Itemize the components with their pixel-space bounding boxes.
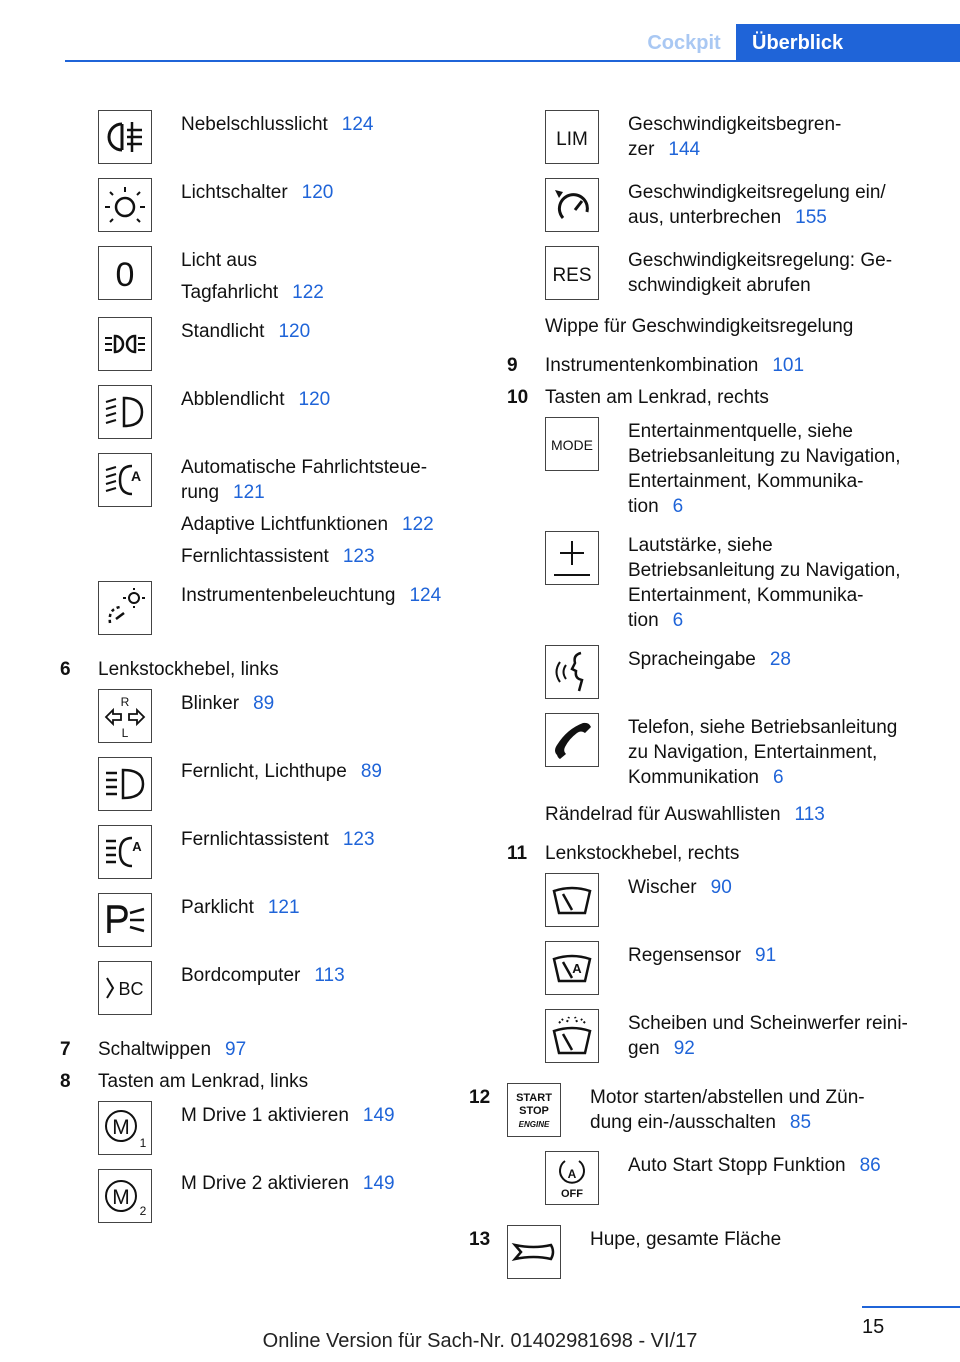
item-sub-label: Tagfahrlicht bbox=[181, 282, 279, 303]
item-label: Licht aus bbox=[181, 250, 258, 271]
item-label-line3: Kommunikation bbox=[628, 767, 759, 788]
page-link[interactable]: 120 bbox=[301, 182, 334, 203]
item-label: Spracheingabe bbox=[628, 649, 756, 670]
item-label-line1: Lautstärke, siehe bbox=[628, 535, 773, 556]
item-label: Tasten am Lenkrad, rechts bbox=[545, 387, 769, 408]
m-drive-1-icon bbox=[98, 1101, 152, 1155]
wiper-icon bbox=[545, 873, 599, 927]
page-link[interactable]: 149 bbox=[362, 1173, 395, 1194]
list-item-rain-sensor bbox=[507, 941, 932, 997]
page-link[interactable]: 89 bbox=[253, 693, 275, 714]
list-item-parking-light bbox=[60, 317, 470, 373]
svg-text:M: M bbox=[112, 1186, 130, 1209]
thumbwheel-text: Rändelrad für Auswahllisten bbox=[545, 804, 781, 825]
list-item-wiper bbox=[507, 873, 932, 929]
item-10-heading bbox=[507, 385, 932, 410]
item-label: Parklicht bbox=[181, 897, 254, 918]
page-link[interactable]: 144 bbox=[668, 139, 701, 160]
page-link[interactable]: 6 bbox=[772, 767, 784, 788]
page-link[interactable]: 120 bbox=[298, 389, 331, 410]
item-label-line1: Entertainmentquelle, siehe bbox=[628, 421, 853, 442]
item-label: M Drive 2 aktivieren bbox=[181, 1173, 349, 1194]
item-13-row bbox=[469, 1225, 932, 1281]
item-label-line2: zu Navigation, Entertainment, bbox=[628, 742, 878, 763]
item-label: Lichtschalter bbox=[181, 182, 288, 203]
item-label-line2: gen bbox=[628, 1038, 660, 1059]
item-label: Hupe, gesamte Fläche bbox=[590, 1229, 782, 1250]
page-link[interactable]: 120 bbox=[278, 321, 311, 342]
mode-icon bbox=[545, 417, 599, 471]
rocker-label: Wippe für Geschwindigkeitsregelung bbox=[545, 316, 854, 337]
item-label: Lenkstockhebel, links bbox=[98, 659, 279, 680]
high-beam-assist-label: Fernlichtassistent bbox=[181, 546, 329, 567]
item-label: Blinker bbox=[181, 693, 240, 714]
svg-text:1: 1 bbox=[139, 1136, 147, 1150]
svg-text:STOP: STOP bbox=[519, 1105, 549, 1117]
cruise-control-icon bbox=[545, 178, 599, 232]
svg-text:L: L bbox=[121, 726, 129, 739]
item-label: Regensensor bbox=[628, 945, 742, 966]
list-item-m-drive-1 bbox=[60, 1101, 470, 1157]
auto-start-stop-icon bbox=[545, 1151, 599, 1205]
svg-text:M: M bbox=[112, 1116, 130, 1139]
list-item-parking-lamp bbox=[60, 893, 470, 949]
phone-icon bbox=[545, 713, 599, 767]
item-label: Wischer bbox=[628, 877, 697, 898]
item-label: Tasten am Lenkrad, links bbox=[98, 1071, 309, 1092]
item-label-line3: Entertainment, Kommunika- bbox=[628, 585, 864, 606]
parking-light-icon bbox=[98, 893, 152, 947]
item-number: 6 bbox=[60, 659, 71, 680]
svg-text:A: A bbox=[567, 1167, 577, 1181]
list-item-light-off bbox=[60, 246, 470, 305]
item-label-line1: Geschwindigkeitsregelung: Ge- bbox=[628, 250, 893, 271]
item-number: 12 bbox=[469, 1087, 491, 1108]
light-switch-icon bbox=[98, 178, 152, 232]
page-link[interactable]: 123 bbox=[342, 829, 375, 850]
low-beam-icon bbox=[98, 385, 152, 439]
item-label-line2: Betriebsanleitung zu Navigation, bbox=[628, 446, 901, 467]
list-item-auto-start-stop bbox=[507, 1151, 932, 1207]
item-6-heading bbox=[60, 657, 470, 682]
page-link[interactable]: 6 bbox=[672, 610, 684, 631]
svg-text:A: A bbox=[132, 839, 142, 854]
svg-text:START: START bbox=[516, 1092, 552, 1104]
list-item-voice-input bbox=[507, 645, 932, 701]
item-label-line2: zer bbox=[628, 139, 655, 160]
item-label: Auto Start Stopp Funktion bbox=[628, 1155, 846, 1176]
page-link[interactable]: 90 bbox=[710, 877, 732, 898]
adaptive-light-label: Adaptive Lichtfunktionen bbox=[181, 514, 389, 535]
item-label-line1: Geschwindigkeitsregelung ein/ bbox=[628, 182, 886, 203]
item-label-line1: Geschwindigkeitsbegren- bbox=[628, 114, 842, 135]
header-section-label[interactable]: Cockpit bbox=[647, 32, 721, 54]
list-item-low-beam bbox=[60, 385, 470, 441]
item-label: Schaltwippen bbox=[98, 1039, 212, 1060]
svg-text:MODE: MODE bbox=[551, 437, 593, 453]
header-tab-ueberblick[interactable]: Überblick bbox=[736, 24, 960, 62]
item-11-heading bbox=[507, 841, 932, 866]
item-number: 8 bbox=[60, 1071, 71, 1092]
item-label-line1: Motor starten/abstellen und Zün- bbox=[590, 1087, 865, 1108]
page-link[interactable]: 149 bbox=[362, 1105, 395, 1126]
zero-icon bbox=[98, 246, 152, 300]
item-label-line4: tion bbox=[628, 610, 659, 631]
list-item-high-beam bbox=[60, 757, 470, 813]
turn-signal-icon bbox=[98, 689, 152, 743]
page-link[interactable]: 121 bbox=[233, 482, 265, 503]
item-label-line2: aus, unterbrechen bbox=[628, 207, 782, 228]
horn-icon bbox=[507, 1225, 561, 1279]
item-label: Nebelschlusslicht bbox=[181, 114, 328, 135]
item-number: 9 bbox=[507, 355, 518, 376]
side-light-icon bbox=[98, 317, 152, 371]
item-label-line1: Scheiben und Scheinwerfer reini- bbox=[628, 1013, 908, 1034]
item-label: Fernlichtassistent bbox=[181, 829, 329, 850]
svg-text:BC: BC bbox=[118, 979, 144, 999]
item-number: 7 bbox=[60, 1039, 71, 1060]
rear-fog-light-icon bbox=[98, 110, 152, 164]
item-label: M Drive 1 aktivieren bbox=[181, 1105, 349, 1126]
item-12-row bbox=[469, 1083, 932, 1139]
item-label: Lenkstockhebel, rechts bbox=[545, 843, 740, 864]
footer-text: Online Version für Sach-Nr. 01402981698 - VI/17 bbox=[262, 1330, 698, 1352]
list-item-instrument-lighting bbox=[60, 581, 470, 637]
item-number: 11 bbox=[507, 843, 528, 864]
list-item-rear-fog bbox=[60, 110, 470, 166]
list-item-m-drive-2 bbox=[60, 1169, 470, 1225]
high-beam-assist-icon bbox=[98, 825, 152, 879]
item-7-heading bbox=[60, 1037, 470, 1062]
page-link[interactable]: 113 bbox=[314, 965, 345, 986]
page-number: 15 bbox=[862, 1316, 885, 1338]
item-label-line4: tion bbox=[628, 496, 659, 517]
item-label-line1: Telefon, siehe Betriebsanleitung bbox=[628, 717, 898, 738]
item-label: Instrumentenbeleuchtung bbox=[181, 585, 396, 606]
item-label: Bordcomputer bbox=[181, 965, 301, 986]
item-label-line1: Automatische Fahrlichtsteue- bbox=[181, 457, 428, 478]
page-link[interactable]: 86 bbox=[859, 1155, 881, 1176]
page-link[interactable]: 122 bbox=[292, 282, 324, 303]
page-link[interactable]: 92 bbox=[673, 1038, 695, 1059]
svg-text:A: A bbox=[572, 961, 582, 976]
high-beam-icon bbox=[98, 757, 152, 811]
list-item-high-beam-assist bbox=[60, 825, 470, 881]
right-column bbox=[469, 110, 932, 1293]
page-link[interactable]: 113 bbox=[794, 804, 825, 825]
svg-text:LIM: LIM bbox=[556, 129, 588, 150]
page-link[interactable]: 124 bbox=[409, 585, 442, 606]
left-column bbox=[60, 110, 470, 1237]
item-number: 10 bbox=[507, 387, 529, 408]
svg-text:0: 0 bbox=[115, 256, 135, 294]
footer-rule bbox=[862, 1306, 960, 1308]
list-item-auto-headlight bbox=[60, 453, 470, 569]
lim-icon bbox=[545, 110, 599, 164]
item-label-line2: schwindigkeit abrufen bbox=[628, 275, 811, 296]
m-drive-2-icon bbox=[98, 1169, 152, 1223]
page-link[interactable]: 124 bbox=[341, 114, 374, 135]
item-label-line3: Entertainment, Kommunika- bbox=[628, 471, 864, 492]
list-item-board-computer bbox=[60, 961, 470, 1017]
item-label-line2: Betriebsanleitung zu Navigation, bbox=[628, 560, 901, 581]
page-link[interactable]: 101 bbox=[772, 355, 805, 376]
svg-text:A: A bbox=[130, 468, 142, 484]
item-label: Fernlicht, Lichthupe bbox=[181, 761, 347, 782]
list-item-mode bbox=[507, 417, 932, 519]
item-8-heading bbox=[60, 1069, 470, 1094]
svg-text:R: R bbox=[120, 695, 130, 709]
list-item-turn-signal bbox=[60, 689, 470, 745]
item-number: 13 bbox=[469, 1229, 491, 1250]
page-link[interactable]: 6 bbox=[672, 496, 684, 517]
washer-icon bbox=[545, 1009, 599, 1063]
page-link[interactable]: 155 bbox=[795, 207, 827, 228]
item-label: Abblendlicht bbox=[181, 389, 285, 410]
item-9-heading bbox=[507, 353, 932, 378]
list-item-speed-limiter bbox=[507, 110, 932, 166]
svg-text:OFF: OFF bbox=[561, 1188, 583, 1200]
svg-text:2: 2 bbox=[139, 1204, 147, 1218]
rain-sensor-icon bbox=[545, 941, 599, 995]
page-link[interactable]: 85 bbox=[789, 1112, 812, 1133]
page-link[interactable]: 122 bbox=[402, 514, 434, 535]
page-link[interactable]: 28 bbox=[769, 649, 791, 670]
start-stop-engine-icon bbox=[507, 1083, 561, 1137]
page-link[interactable]: 97 bbox=[225, 1039, 247, 1060]
item-label-line2: dung ein-/ausschalten bbox=[590, 1112, 776, 1133]
list-item-washer bbox=[507, 1009, 932, 1065]
instrument-lighting-icon bbox=[98, 581, 152, 635]
list-item-volume bbox=[507, 531, 932, 633]
page-link[interactable]: 123 bbox=[342, 546, 375, 567]
page-link[interactable]: 89 bbox=[360, 761, 382, 782]
list-item-phone bbox=[507, 713, 932, 790]
header-rule bbox=[65, 60, 960, 62]
item-label: Standlicht bbox=[181, 321, 265, 342]
voice-input-icon bbox=[545, 645, 599, 699]
svg-text:ENGINE: ENGINE bbox=[518, 1120, 550, 1129]
svg-text:RES: RES bbox=[552, 265, 592, 286]
res-icon bbox=[545, 246, 599, 300]
auto-headlight-icon bbox=[98, 453, 152, 507]
board-computer-icon bbox=[98, 961, 152, 1015]
volume-icon bbox=[545, 531, 599, 585]
list-item-light-switch bbox=[60, 178, 470, 234]
item-label: Instrumentenkombination bbox=[545, 355, 759, 376]
page-link[interactable]: 121 bbox=[267, 897, 300, 918]
list-item-cruise-control bbox=[507, 178, 932, 234]
list-item-cruise-resume bbox=[507, 246, 932, 302]
page-link[interactable]: 91 bbox=[755, 945, 777, 966]
thumbwheel-label bbox=[545, 802, 932, 827]
item-label-line2: rung bbox=[181, 482, 220, 503]
